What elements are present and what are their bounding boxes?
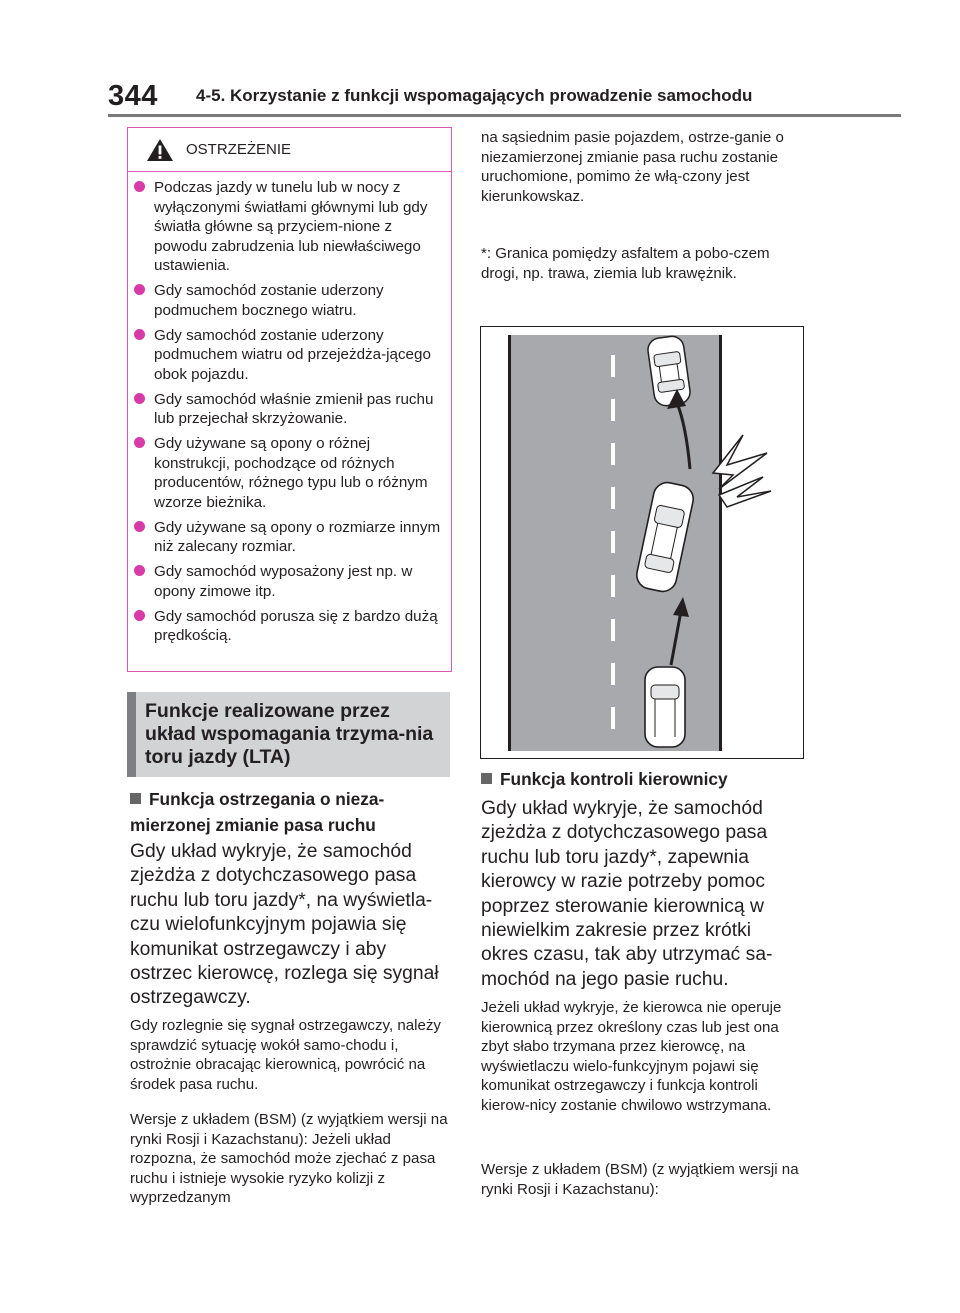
warning-item: Gdy używane są opony o rozmiarze innym niż zalecany rozmiar. <box>154 518 443 557</box>
warning-list <box>128 172 451 646</box>
warning-item: Gdy samochód zostanie uderzony podmuchem wiatru od przejeżdża-jącego obok pojazdu. <box>154 326 443 385</box>
note-lane-departure: Gdy rozlegnie się sygnał ostrzegawczy, należy sprawdzić sytuację wokół samo-chodu i, ostrożnie obracając kierownicą, powrócić na środek pasa ruchu. <box>130 1017 441 1093</box>
road-edge-left <box>508 335 511 751</box>
bullet-icon <box>134 610 145 621</box>
warning-item: Gdy samochód właśnie zmienił pas ruchu lub przejechał skrzyżowanie. <box>154 390 443 429</box>
bullet-icon <box>134 521 145 532</box>
bullet-icon <box>134 284 145 295</box>
warning-item: Gdy samochód zostanie uderzony podmuchem bocznego wiatru. <box>154 281 443 320</box>
warning-item: Gdy samochód wyposażony jest np. w opony zimowe itp. <box>154 562 443 601</box>
section-title: Funkcje realizowane przez układ wspomagania trzyma-nia toru jazdy (LTA) <box>145 700 434 768</box>
paragraph-lane-departure: Gdy układ wykryje, że samochód zjeżdża z dotychczasowego pasa ruchu lub toru jazdy*, na wyświetla-czu wielofunkcyjnym pojawia się komunikat ostrzegawczy i aby ostrzec kierowcę, rozlega się sygnał ostrzegawczy. <box>130 841 439 1009</box>
road-edge-right <box>719 335 722 751</box>
bullet-icon <box>134 565 145 576</box>
warning-item: Podczas jazdy w tunelu lub w nocy z wyłączonymi światłami głównymi lub gdy światła główne są przyciem-nione z powodu zabrudzenia lub niewłaściwego ustawienia. <box>154 178 443 276</box>
warning-triangle-icon <box>146 138 174 162</box>
bullet-icon <box>134 181 145 192</box>
note-bsm-right: Wersje z układem (BSM) (z wyjątkiem wersji na rynki Rosji i Kazachstanu): <box>481 1161 799 1198</box>
page-number: 344 <box>108 80 158 112</box>
bullet-icon <box>134 329 145 340</box>
lane-departure-illustration <box>480 326 804 759</box>
section-bar <box>127 692 136 777</box>
continued-text: na sąsiednim pasie pojazdem, ostrze-ganie o niezamierzonej zmianie pasa ruchu zostanie uruchomione, pomimo że włą-czony jest kierunkowskaz. <box>481 129 784 205</box>
bullet-icon <box>134 437 145 448</box>
warning-item: Gdy samochód porusza się z bardzo dużą prędkością. <box>154 607 443 646</box>
chapter-title: 4-5. Korzystanie z funkcji wspomagających prowadzenie samochodu <box>196 86 753 105</box>
subheading-steering-control: Funkcja kontroli kierownicy <box>481 766 801 792</box>
note-bsm: Wersje z układem (BSM) (z wyjątkiem wersji na rynki Rosji i Kazachstanu): Jeżeli układ rozpozna, że samochód może zjechać z pasa ruchu i istnieje wysokie ryzyko kolizji z wyprzedzanym <box>130 1111 448 1206</box>
bullet-icon <box>134 393 145 404</box>
page-header <box>0 0 960 118</box>
car-bottom-icon <box>645 667 685 747</box>
note-steering-control: Jeżeli układ wykryje, że kierowca nie operuje kierownicą przez określony czas lub jest ona zbyt słabo trzymana przez kierowcę, na wyświetlaczu wielo-funkcyjnym pojawi się komunikat ostrzegawczy i funkcja kontroli kierow-nicy zostanie chwilowo wstrzymana. <box>481 999 782 1114</box>
paragraph-steering-control: Gdy układ wykryje, że samochód zjeżdża z dotychczasowego pasa ruchu lub toru jazdy*, zapewnia kierowcy w razie potrzeby pomoc poprzez sterowanie kierownicą w niewielkim zakresie przez krótki okres czasu, tak aby utrzymać sa-mochód na jego pasie ruchu. <box>481 798 773 990</box>
warning-header <box>128 128 451 172</box>
header-divider <box>108 114 901 117</box>
lane-divider <box>611 355 615 729</box>
section-heading-box <box>127 692 450 777</box>
warning-item: Gdy używane są opony o różnej konstrukcji, pochodzące od różnych producentów, różnego typu lub o różnym wzorze bieżnika. <box>154 434 443 512</box>
footnote: *: Granica pomiędzy asfaltem a pobo-czem drogi, np. trawa, ziemia lub krawężnik. <box>481 245 770 282</box>
square-bullet-icon <box>481 773 492 784</box>
subheading-lane-departure: Funkcja ostrzegania o nieza-mierzonej zmianie pasa ruchu <box>130 789 385 835</box>
warning-box <box>127 127 452 672</box>
warning-title: OSTRZEŻENIE <box>186 141 292 158</box>
square-bullet-icon <box>130 793 141 804</box>
